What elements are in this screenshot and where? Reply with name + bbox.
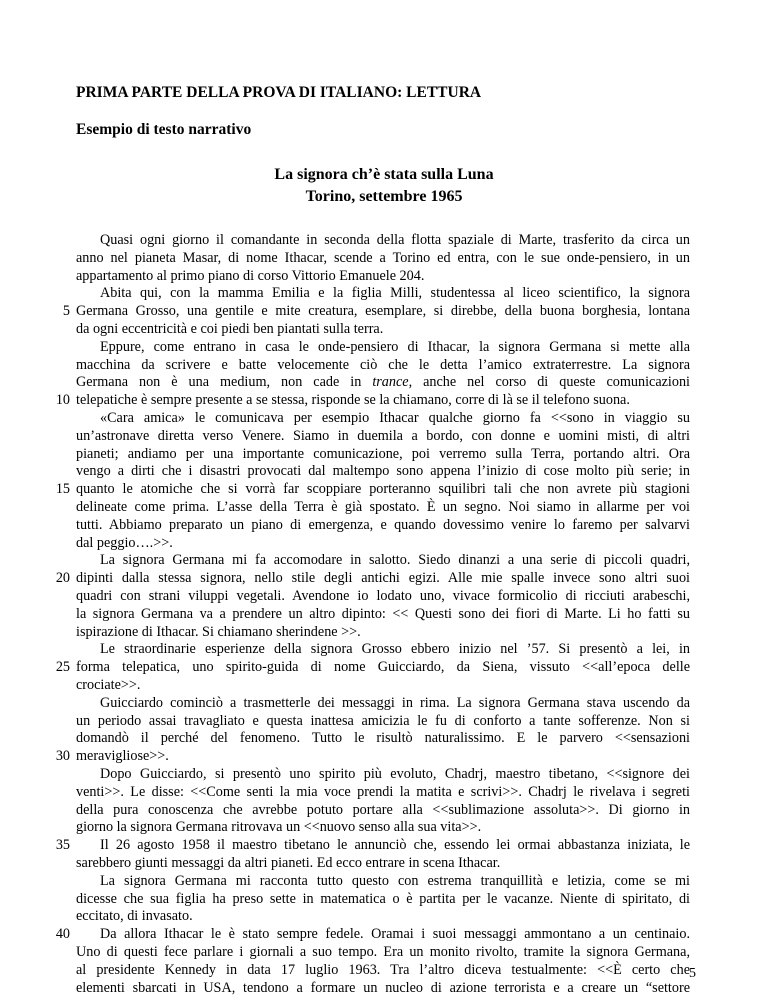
text-line: Uno di questi fece parlare i giornali a suo tempo. Era un monito rivolto, tramite la signora Germana, — [76, 944, 690, 960]
text-line: dicesse che sua figlia ha preso sette in matematica o è partita per le vacanze. Niente di spiritato, di — [76, 891, 690, 907]
text-line: un periodo assai travagliato e questa inattesa amicizia le fu di conforto a tante sofferenze. Non si — [76, 713, 690, 729]
text-line: Quasi ogni giorno il comandante in seconda della flotta spaziale di Marte, trasferito da circa un — [100, 232, 690, 248]
text-line: della pura conoscenza che avrebbe potuto portare alla <<sublimazione assoluta>>. Di giorno in — [76, 802, 690, 818]
text-line: Guicciardo cominciò a trasmetterle dei messaggi in rima. La signora Germana stava uscendo da — [100, 695, 690, 711]
text-line: telepatiche è sempre presente a se stessa, risponde se la chiamano, corre di là se il telefono suona. — [76, 392, 630, 408]
text-line: dal peggio….>>. — [76, 535, 173, 551]
text-line: La signora Germana mi fa accomodare in salotto. Siedo dinanzi a una serie di piccoli quadri, — [100, 552, 690, 568]
text-line: vengo a dirti che i disastri provocati dal maltempo sono appena l’inizio di cose molto più serie; in — [76, 463, 690, 479]
text-line: giorno la signora Germana ritrovava un <<nuovo senso alla sua vita>>. — [76, 819, 482, 835]
line-number: 40 — [55, 926, 70, 942]
text-line: un’astronave diretta verso Venere. Siamo in duemila a bordo, con donne e uomini misti, di altri — [76, 428, 690, 444]
text-line: «Cara amica» le comunicava per esempio Ithacar qualche giorno fa <<sono in viaggio su — [100, 410, 690, 426]
text-line: elementi sbarcati in USA, tendono a formare un nucleo di azione terrorista e a creare un “settore — [76, 980, 690, 996]
text-line: la signora Germana va a prendere un altro dipinto: << Questi sono dei fiori di Marte. Li ho fatti su — [76, 606, 690, 622]
text-line: quadri con strani viluppi vegetali. Avendone io lodato uno, vivace formicolio di ricciuti arabeschi, — [76, 588, 690, 604]
line-number: 10 — [55, 392, 70, 408]
text-line: Eppure, come entrano in casa le onde-pensiero di Ithacar, la signora Germana si mette alla — [100, 339, 690, 355]
text-line: crociate>>. — [76, 677, 141, 693]
text-line: forma telepatica, uno spirito-guida di nome Guicciardo, da Siena, vissuto <<all’epoca delle — [76, 659, 690, 675]
text-line: quanto le atomiche che si vorrà far scoppiare porteranno squilibri tali che non avrete più stagioni — [76, 481, 690, 497]
text-line: eccitato, di invasato. — [76, 908, 193, 924]
line-number: 35 — [55, 837, 70, 853]
text-line: al presidente Kennedy in data 17 luglio 1963. Tra l’altro diceva testualmente: <<È certo che — [76, 962, 690, 978]
line-number: 20 — [55, 570, 70, 586]
text-line: Da allora Ithacar le è stato sempre fedele. Oramai i suoi messaggi ammontano a un centinaio. — [100, 926, 690, 942]
text-line: ispirazione di Ithacar. Si chiamano sherindene >>. — [76, 624, 361, 640]
line-number: 15 — [55, 481, 70, 497]
section-subheader: Esempio di testo narrativo — [76, 121, 252, 138]
text-line: pianeti; andiamo per una importante comunicazione, poi verremo sulla Terra, portando altri. Ora — [76, 446, 690, 462]
text-line: venti>>. Le disse: <<Come senti la mia voce prendi la matita e scrivi>>. Chadrj le rivelava i segreti — [76, 784, 690, 800]
text-line: meravigliose>>. — [76, 748, 169, 764]
page-number: 5 — [689, 966, 696, 981]
text-line: appartamento al primo piano di corso Vittorio Emanuele 204. — [76, 268, 425, 284]
text-line: Abita qui, con la mamma Emilia e la figlia Milli, studentessa al liceo scientifico, la signora — [100, 285, 690, 301]
story-title: La signora ch’è stata sulla Luna — [274, 166, 494, 183]
text-line: anno nel pianeta Masar, di nome Ithacar, scende a Torino ed entra, con le sue onde-pensiero, in un — [76, 250, 690, 266]
text-line: La signora Germana mi racconta tutto questo con estrema tranquillità e letizia, come se mi — [100, 873, 690, 889]
text-line: dipinti dalla stessa signora, nello stile degli antichi egizi. Alle mie spalle invece sono altri suoi — [76, 570, 690, 586]
text-line: Germana non è una medium, non cade in trance, anche nel corso di queste comunicazioni — [76, 374, 690, 390]
line-number: 25 — [55, 659, 70, 675]
story-dateline: Torino, settembre 1965 — [305, 188, 463, 205]
text-line: Dopo Guicciardo, si presentò uno spirito più evoluto, Chadrj, maestro tibetano, <<signore dei — [100, 766, 690, 782]
line-number: 5 — [62, 303, 70, 319]
line-number: 30 — [55, 748, 70, 764]
section-header: PRIMA PARTE DELLA PROVA DI ITALIANO: LETTURA — [76, 84, 482, 101]
text-line: Germana Grosso, una gentile e mite creatura, esemplare, si direbbe, della buona borghesia, lontana — [76, 303, 690, 319]
text-line: Le straordinarie esperienze della signora Grosso ebbero inizio nel ’57. Si presentò a lei, in — [100, 641, 690, 657]
text-line: tutti. Abbiamo preparato un piano di emergenza, e quando dovessimo venire lo faremo per salvarvi — [76, 517, 690, 533]
text-line: Il 26 agosto 1958 il maestro tibetano le annunciò che, essendo lei ormai abbastanza iniziata, le — [100, 837, 690, 853]
text-line: delineate come prima. L’asse della Terra è già spostato. È un segno. Noi siamo in allarme per voi — [76, 499, 690, 515]
text-line: macchina da scrivere e batte velocemente ciò che le detta l’amico extraterrestre. La signora — [76, 357, 690, 373]
text-line: domandò il perché del fenomeno. Tutto le risultò naturalissimo. E le parvero <<sensazioni — [76, 730, 690, 746]
text-line: sarebbero giunti messaggi da altri pianeti. Ed ecco entrare in scena Ithacar. — [76, 855, 501, 871]
text-line: da ogni eccentricità e coi piedi ben piantati sulla terra. — [76, 321, 384, 337]
